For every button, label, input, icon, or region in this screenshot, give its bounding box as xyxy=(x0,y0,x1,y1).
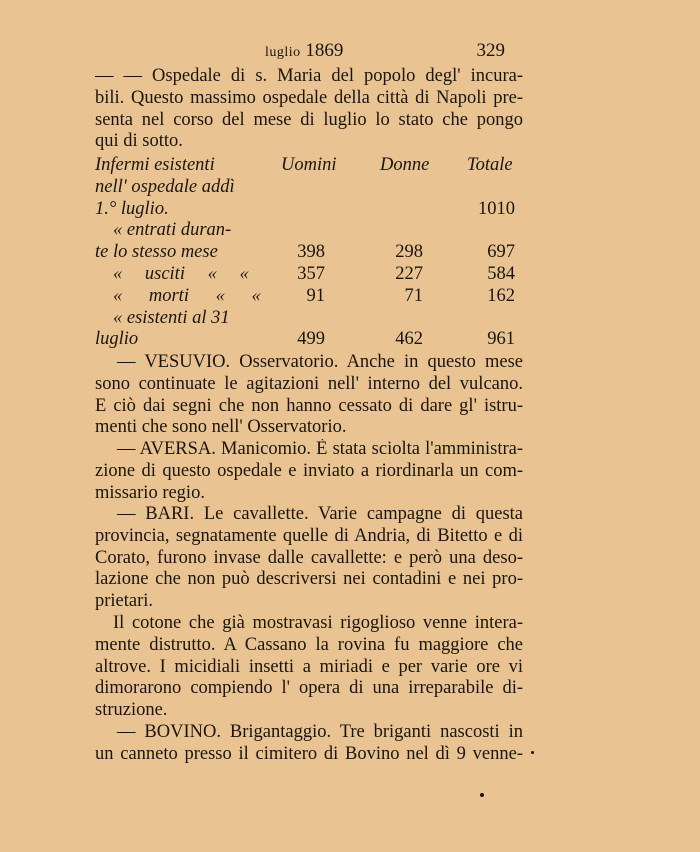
text-line: — VESUVIO. Osservatorio. Anche in questo mese xyxy=(117,352,523,372)
text-line: zione di questo ospedale e inviato a riordinarla un com- xyxy=(95,460,523,481)
aversa-paragraph xyxy=(95,439,523,504)
cell-uomini: 499 xyxy=(297,329,325,350)
text-line: missario regio. xyxy=(95,482,205,503)
text-line: senta nel corso del mese di luglio lo stato che pongo xyxy=(95,109,523,130)
text-line: — — Ospedale di s. Maria del popolo degl' incura- xyxy=(95,66,523,86)
running-title xyxy=(265,40,343,62)
row-label: « usciti « « xyxy=(113,263,249,284)
cell-donne: 298 xyxy=(395,242,423,263)
row-label: « esistenti al 31 xyxy=(113,307,230,328)
header-month: luglio xyxy=(265,45,301,60)
table-row xyxy=(95,329,525,351)
header-year: 1869 xyxy=(305,40,344,61)
text-line: lazione che non può descriversi nei contadini e nei pro- xyxy=(95,569,523,590)
table-row xyxy=(95,199,525,221)
text-line: qui di sotto. xyxy=(95,131,183,152)
row-label: luglio xyxy=(95,329,139,350)
text-line: mente distrutto. A Cassano la rovina fu maggiore che xyxy=(95,634,523,655)
ink-speck xyxy=(480,793,484,797)
cell-totale: 584 xyxy=(487,263,515,284)
text-line: Corato, furono invase dalle cavallette: e però una deso- xyxy=(95,547,523,568)
text-line: — BARI. Le cavallette. Varie campagne di questa xyxy=(117,504,523,524)
text-line: sono continuate le agitazioni nell' interno del vulcano. xyxy=(95,373,523,394)
bovino-paragraph xyxy=(95,722,523,766)
page-number: 329 xyxy=(476,40,505,61)
table-row xyxy=(95,286,525,308)
text-line: menti che sono nell' Osservatorio. xyxy=(95,417,347,438)
text-line: — BOVINO. Brigantaggio. Tre briganti nascosti in xyxy=(117,722,523,742)
cell-donne: 71 xyxy=(404,285,423,306)
text-line: E ciò dai segni che non hanno cessato di dare gl' istru- xyxy=(95,395,523,416)
table-row xyxy=(95,308,525,330)
table-header-row xyxy=(95,177,525,199)
text-line: un canneto presso il cimitero di Bovino nel dì 9 venne- xyxy=(95,743,523,764)
text-line: Il cotone che già mostravasi rigoglioso venne intera- xyxy=(113,613,523,633)
cell-uomini: 357 xyxy=(297,263,325,284)
page-header xyxy=(95,40,525,64)
cotone-paragraph xyxy=(95,613,523,722)
cell-uomini: 91 xyxy=(306,285,325,306)
row-label: te lo stesso mese xyxy=(95,242,218,263)
text-line: prietari. xyxy=(95,591,154,612)
column-header-uomini: Uomini xyxy=(281,155,337,175)
bari-paragraph xyxy=(95,504,523,613)
column-header-donne: Donne xyxy=(380,155,430,175)
table-header-label: 1.° luglio. xyxy=(95,198,169,219)
text-line: — AVERSA. Manicomio. È stata sciolta l'amministra- xyxy=(117,439,523,459)
cell-donne: 227 xyxy=(395,263,423,284)
table-header-label: nell' ospedale addì xyxy=(95,176,235,197)
cell-totale: 961 xyxy=(487,329,515,350)
table-header-label: Infermi esistenti xyxy=(95,155,215,175)
table-header-row xyxy=(95,155,525,177)
table-row xyxy=(95,264,525,286)
column-header-totale: Totale xyxy=(467,155,513,175)
hospital-table xyxy=(95,155,525,351)
ink-speck xyxy=(531,751,534,754)
cell-totale: 162 xyxy=(487,285,515,306)
cell-donne: 462 xyxy=(395,329,423,350)
text-line: provincia, segnatamente quelle di Andria, di Bitetto e di xyxy=(95,525,523,546)
text-line: altrove. I micidiali insetti a miriadi e per varie ore vi xyxy=(95,656,523,677)
row-label: « entrati duran- xyxy=(113,220,232,241)
row-label: « morti « « xyxy=(113,285,261,306)
vesuvio-paragraph xyxy=(95,352,523,439)
table-row xyxy=(95,220,525,242)
text-line: dimorarono compiendo l' opera di una irreparabile di- xyxy=(95,678,523,699)
cell-totale: 1010 xyxy=(478,198,515,219)
text-line: struzione. xyxy=(95,700,168,721)
cell-uomini: 398 xyxy=(297,242,325,263)
text-line: bili. Questo massimo ospedale della città di Napoli pre- xyxy=(95,87,523,108)
cell-totale: 697 xyxy=(487,242,515,263)
ospedale-paragraph xyxy=(95,66,523,153)
table-row xyxy=(95,242,525,264)
